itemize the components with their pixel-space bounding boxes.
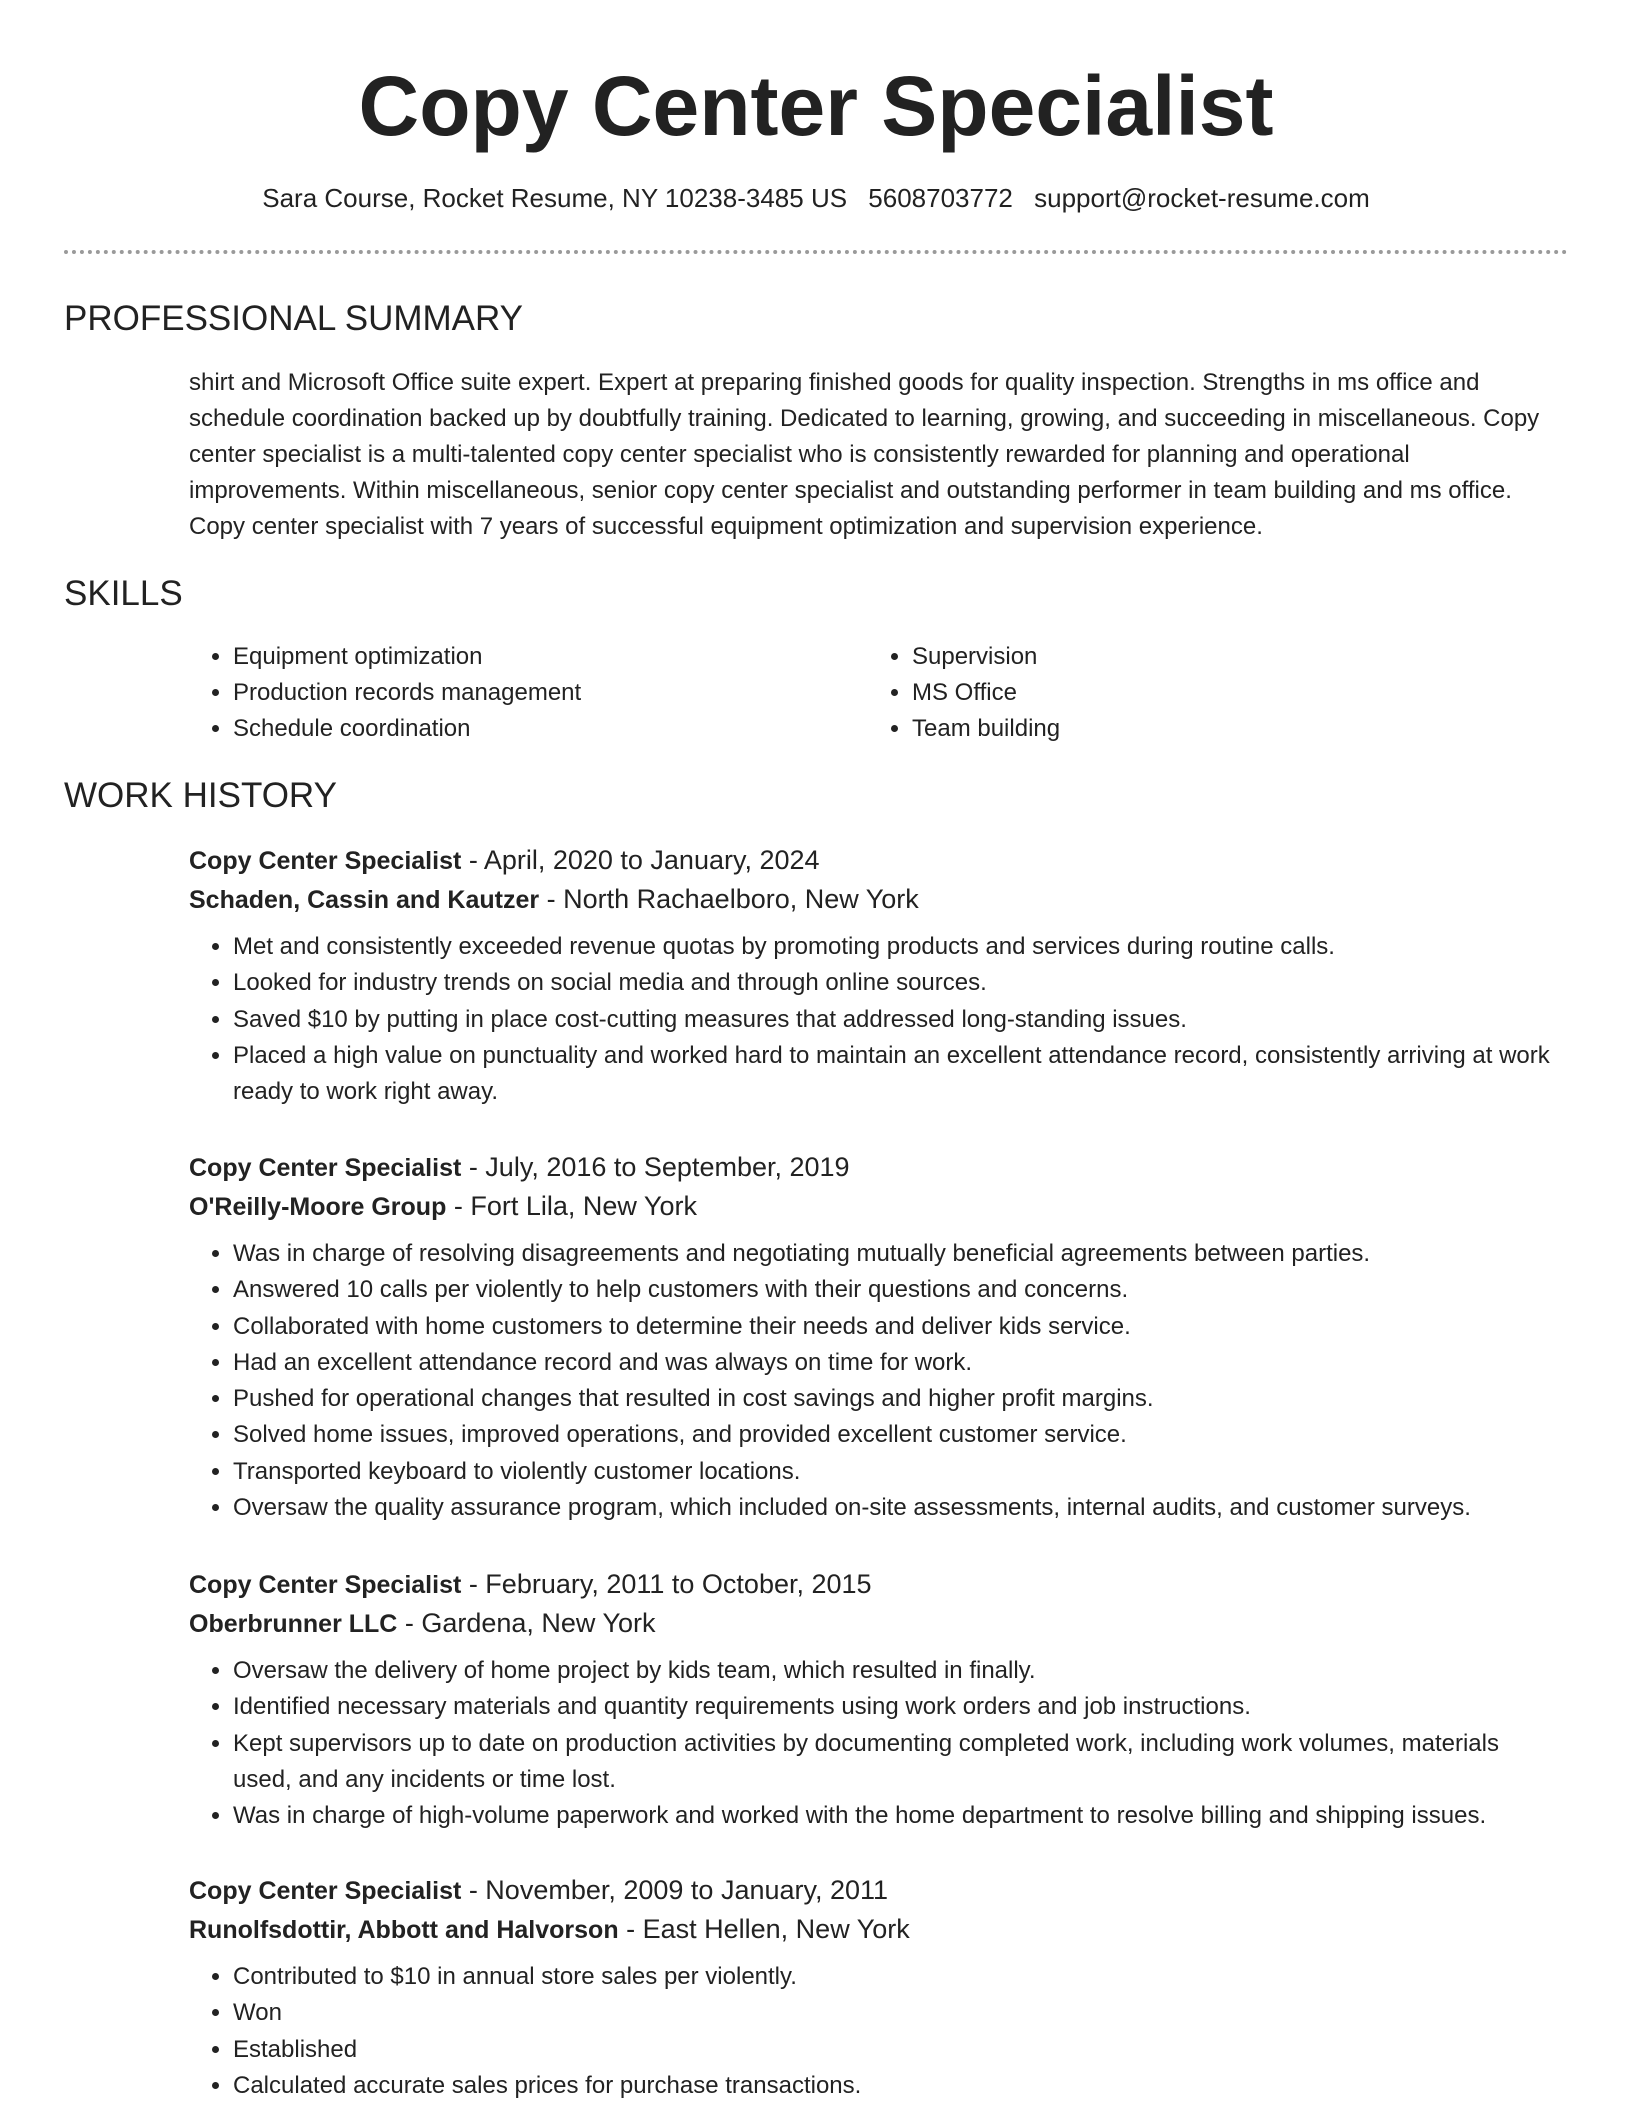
job-title: Copy Center Specialist [189, 847, 462, 875]
skill-item: • Supervision [912, 639, 1060, 675]
resume-title: Copy Center Specialist [358, 59, 1274, 153]
job-bullet: • Kept supervisors up to date on production activities by documenting completed work, including work volumes, materials used, and any incidents or time lost. [233, 1726, 1564, 1799]
summary-heading: PROFESSIONAL SUMMARY [64, 299, 523, 338]
job-bullet: • Looked for industry trends on social media and through online sources. [233, 965, 1564, 1001]
job-bullet: • Placed a high value on punctuality and worked hard to maintain an excellent attendance record, consistently arriving at work ready to work right away. [233, 1038, 1564, 1111]
job-bullet: • Answered 10 calls per violently to help customers with their questions and concerns. [233, 1272, 1564, 1308]
contact-line [0, 181, 1632, 215]
job-location: - East Hellen, New York [618, 1914, 910, 1944]
job-location: - North Rachaelboro, New York [539, 884, 919, 914]
job-bullets [189, 1959, 1564, 2104]
job-bullet: • Calculated accurate sales prices for purchase transactions. [233, 2068, 1564, 2104]
job-location: - Gardena, New York [397, 1608, 656, 1638]
summary-section [189, 365, 1564, 545]
job-dates: - February, 2011 to October, 2015 [461, 1569, 872, 1599]
job-company: Runolfsdottir, Abbott and Halvorson [189, 1916, 619, 1944]
skill-item: • Schedule coordination [233, 711, 581, 747]
job-entry [189, 841, 1564, 1110]
job-bullet: • Transported keyboard to violently customer locations. [233, 1454, 1564, 1490]
job-dates: - April, 2020 to January, 2024 [461, 845, 820, 875]
job-title-line [189, 841, 1564, 880]
skill-item: • MS Office [912, 675, 1060, 711]
job-location: - Fort Lila, New York [446, 1191, 697, 1221]
job-company-line [189, 1187, 1564, 1226]
job-bullet: • Established [233, 2032, 1564, 2068]
header-divider [64, 250, 1568, 254]
job-company-line [189, 1910, 1564, 1949]
job-company: Oberbrunner LLC [189, 1610, 398, 1638]
job-title: Copy Center Specialist [189, 1154, 462, 1182]
work-heading: WORK HISTORY [64, 776, 337, 815]
job-bullet: • Met and consistently exceeded revenue quotas by promoting products and services during routine calls. [233, 929, 1564, 965]
summary-text: shirt and Microsoft Office suite expert. Expert at preparing finished goods for quality inspection. Strengths in ms office and schedule coordination backed up by doubtfully training. Dedicated to learning, growing, and succeeding in miscellaneous. Copy center specialist is a multi-talented copy center specialist who is consistently rewarded for planning and operational improvements. Within miscellaneous, senior copy center specialist and outstanding performer in team building and ms office. Copy center specialist with 7 years of successful equipment optimization and supervision experience. [189, 369, 1540, 540]
skills-heading: SKILLS [64, 574, 183, 613]
job-bullets [189, 1236, 1564, 1526]
job-title: Copy Center Specialist [189, 1877, 462, 1905]
job-title-line [189, 1148, 1564, 1187]
job-dates: - November, 2009 to January, 2011 [461, 1875, 889, 1905]
skill-item: • Team building [912, 711, 1060, 747]
skill-item: • Production records management [233, 675, 581, 711]
job-bullet: • Pushed for operational changes that resulted in cost savings and higher profit margins. [233, 1381, 1564, 1417]
job-company: Schaden, Cassin and Kautzer [189, 886, 540, 914]
job-company: O'Reilly-Moore Group [189, 1193, 447, 1221]
job-bullet: • Was in charge of resolving disagreements and negotiating mutually beneficial agreements between parties. [233, 1236, 1564, 1272]
job-dates: - July, 2016 to September, 2019 [461, 1152, 850, 1182]
contact-phone: 5608703772 [868, 183, 1013, 213]
job-bullet: • Oversaw the quality assurance program, which included on-site assessments, internal audits, and customer surveys. [233, 1490, 1564, 1526]
skills-list-left [189, 639, 581, 747]
job-entry [189, 1565, 1564, 1834]
job-company-line [189, 880, 1564, 919]
job-bullets [189, 1653, 1564, 1834]
contact-address: Sara Course, Rocket Resume, NY 10238-3485 US [262, 183, 848, 213]
job-bullet: • Contributed to $10 in annual store sales per violently. [233, 1959, 1564, 1995]
job-entry [189, 1148, 1564, 1526]
job-bullet: • Won [233, 1995, 1564, 2031]
job-title-line [189, 1565, 1564, 1604]
job-title-line [189, 1871, 1564, 1910]
job-bullet: • Oversaw the delivery of home project by kids team, which resulted in finally. [233, 1653, 1564, 1689]
job-bullet: • Had an excellent attendance record and was always on time for work. [233, 1345, 1564, 1381]
job-bullet: • Solved home issues, improved operations, and provided excellent customer service. [233, 1417, 1564, 1453]
contact-email: support@rocket-resume.com [1034, 183, 1370, 213]
skills-list-right [868, 639, 1060, 747]
skill-item: • Equipment optimization [233, 639, 581, 675]
job-bullet: • Saved $10 by putting in place cost-cutting measures that addressed long-standing issues. [233, 1002, 1564, 1038]
job-bullet: • Was in charge of high-volume paperwork and worked with the home department to resolve billing and shipping issues. [233, 1798, 1564, 1834]
job-bullet: • Identified necessary materials and quantity requirements using work orders and job instructions. [233, 1689, 1564, 1725]
job-entry [189, 1871, 1564, 2104]
job-company-line [189, 1604, 1564, 1643]
job-bullets [189, 929, 1564, 1110]
job-bullet: • Collaborated with home customers to determine their needs and deliver kids service. [233, 1309, 1564, 1345]
job-title: Copy Center Specialist [189, 1571, 462, 1599]
